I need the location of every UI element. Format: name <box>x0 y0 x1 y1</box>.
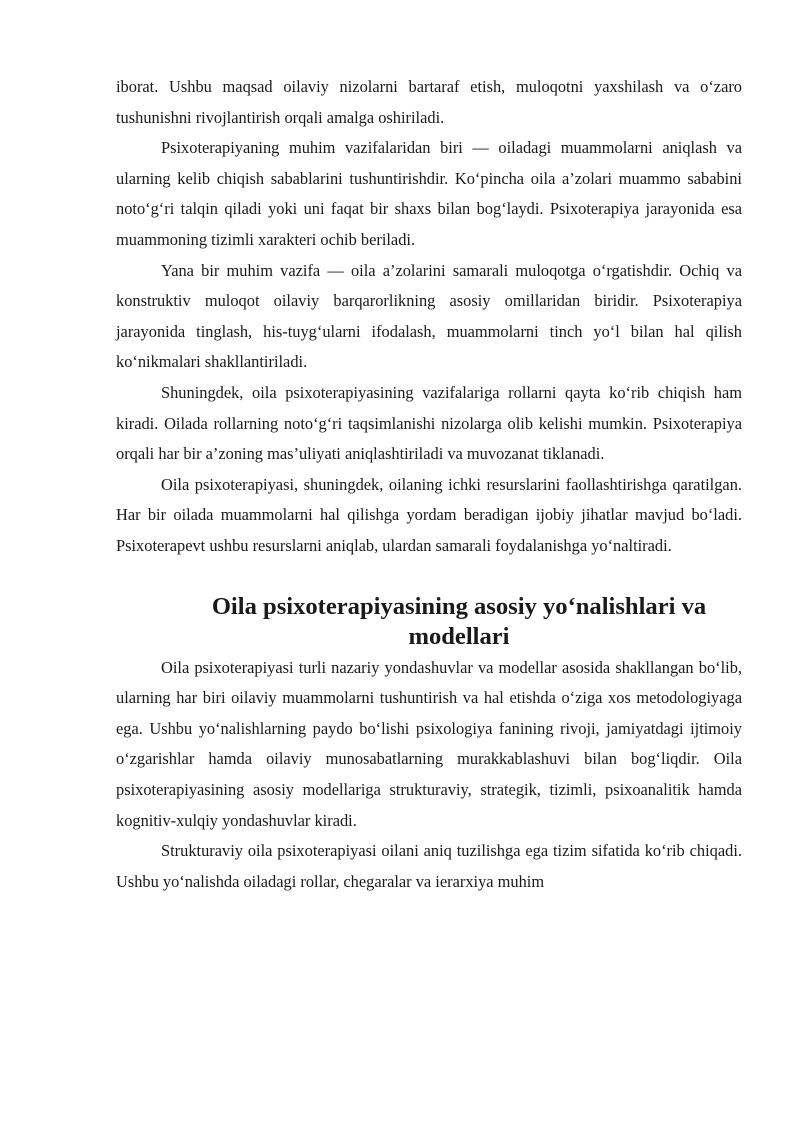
paragraph-tasks-problem-identification: Psixoterapiyaning muhim vazifalaridan biri — oiladagi muammolarni aniqlash va ularning kelib chiqish sabablarini tushuntirishdir. Ko‘pincha oila a’zolari muammo sababini noto‘g‘ri talqin qiladi yoki uni faqat bir shaxs bilan bog‘laydi. Psixoterapiya jarayonida esa muammoning tizimli xarakteri ochib beriladi. <box>116 138 742 249</box>
paragraph-models-intro: Oila psixoterapiyasi turli nazariy yondashuvlar va modellar asosida shakllangan bo‘lib, ularning har biri oilaviy muammolarni tushuntirish va hal etishda o‘ziga xos metodologiyaga ega. Ushbu yo‘nalishlarning paydo bo‘lishi psixologiya fanining rivoji, jamiyatdagi ijtimoiy o‘zgarishlar hamda oilaviy munosabatlarning murakkablashuvi bilan bog‘liqdir. Oila psixoterapiyasining asosiy modellariga strukturaviy, strategik, tizimli, psixoanalitik hamda kognitiv-xulqiy yondashuvlar kiradi. <box>116 657 742 830</box>
paragraph-continuation: iborat. Ushbu maqsad oilaviy nizolarni bartaraf etish, muloqotni yaxshilash va o‘zaro tushunishni rivojlantirish orqali amalga oshiriladi. <box>116 77 742 127</box>
paragraph-tasks-roles: Shuningdek, oila psixoterapiyasining vazifalariga rollarni qayta ko‘rib chiqish ham kiradi. Oilada rollarning noto‘g‘ri taqsimlanishi nizolarga olib kelishi mumkin. Psixoterapiya orqali har bir a’zoning mas’uliyati aniqlashtiriladi va muvozanat tiklanadi. <box>116 382 742 464</box>
document-page <box>116 72 742 897</box>
paragraph-tasks-resources: Oila psixoterapiyasi, shuningdek, oilaning ichki resurslarini faollashtirishga qaratilgan. Har bir oilada muammolarni hal qilishga yordam beradigan ijobiy jihatlar mavjud bo‘ladi. Psixoterapevt ushbu resurslarni aniqlab, ulardan samarali foydalanishga yo‘naltiradi. <box>116 474 742 555</box>
paragraph-structural-model: Strukturaviy oila psixoterapiyasi oilani aniq tuzilishga ega tizim sifatida ko‘rib chiqadi. Ushbu yo‘nalishda oiladagi rollar, chegaralar va ierarxiya muhim <box>116 841 742 891</box>
section-heading: Oila psixoterapiyasining asosiy yo‘nalishlari va modellari <box>211 592 707 651</box>
paragraph-tasks-communication: Yana bir muhim vazifa — oila a’zolarini samarali muloqotga o‘rgatishdir. Ochiq va konstruktiv muloqot oilaviy barqarorlikning asosiy omillaridan biridir. Psixoterapiya jarayonida tinglash, his-tuyg‘ularni ifodalash, muammolarni tinch yo‘l bilan hal qilish ko‘nikmalari shakllantiriladi. <box>116 260 742 372</box>
